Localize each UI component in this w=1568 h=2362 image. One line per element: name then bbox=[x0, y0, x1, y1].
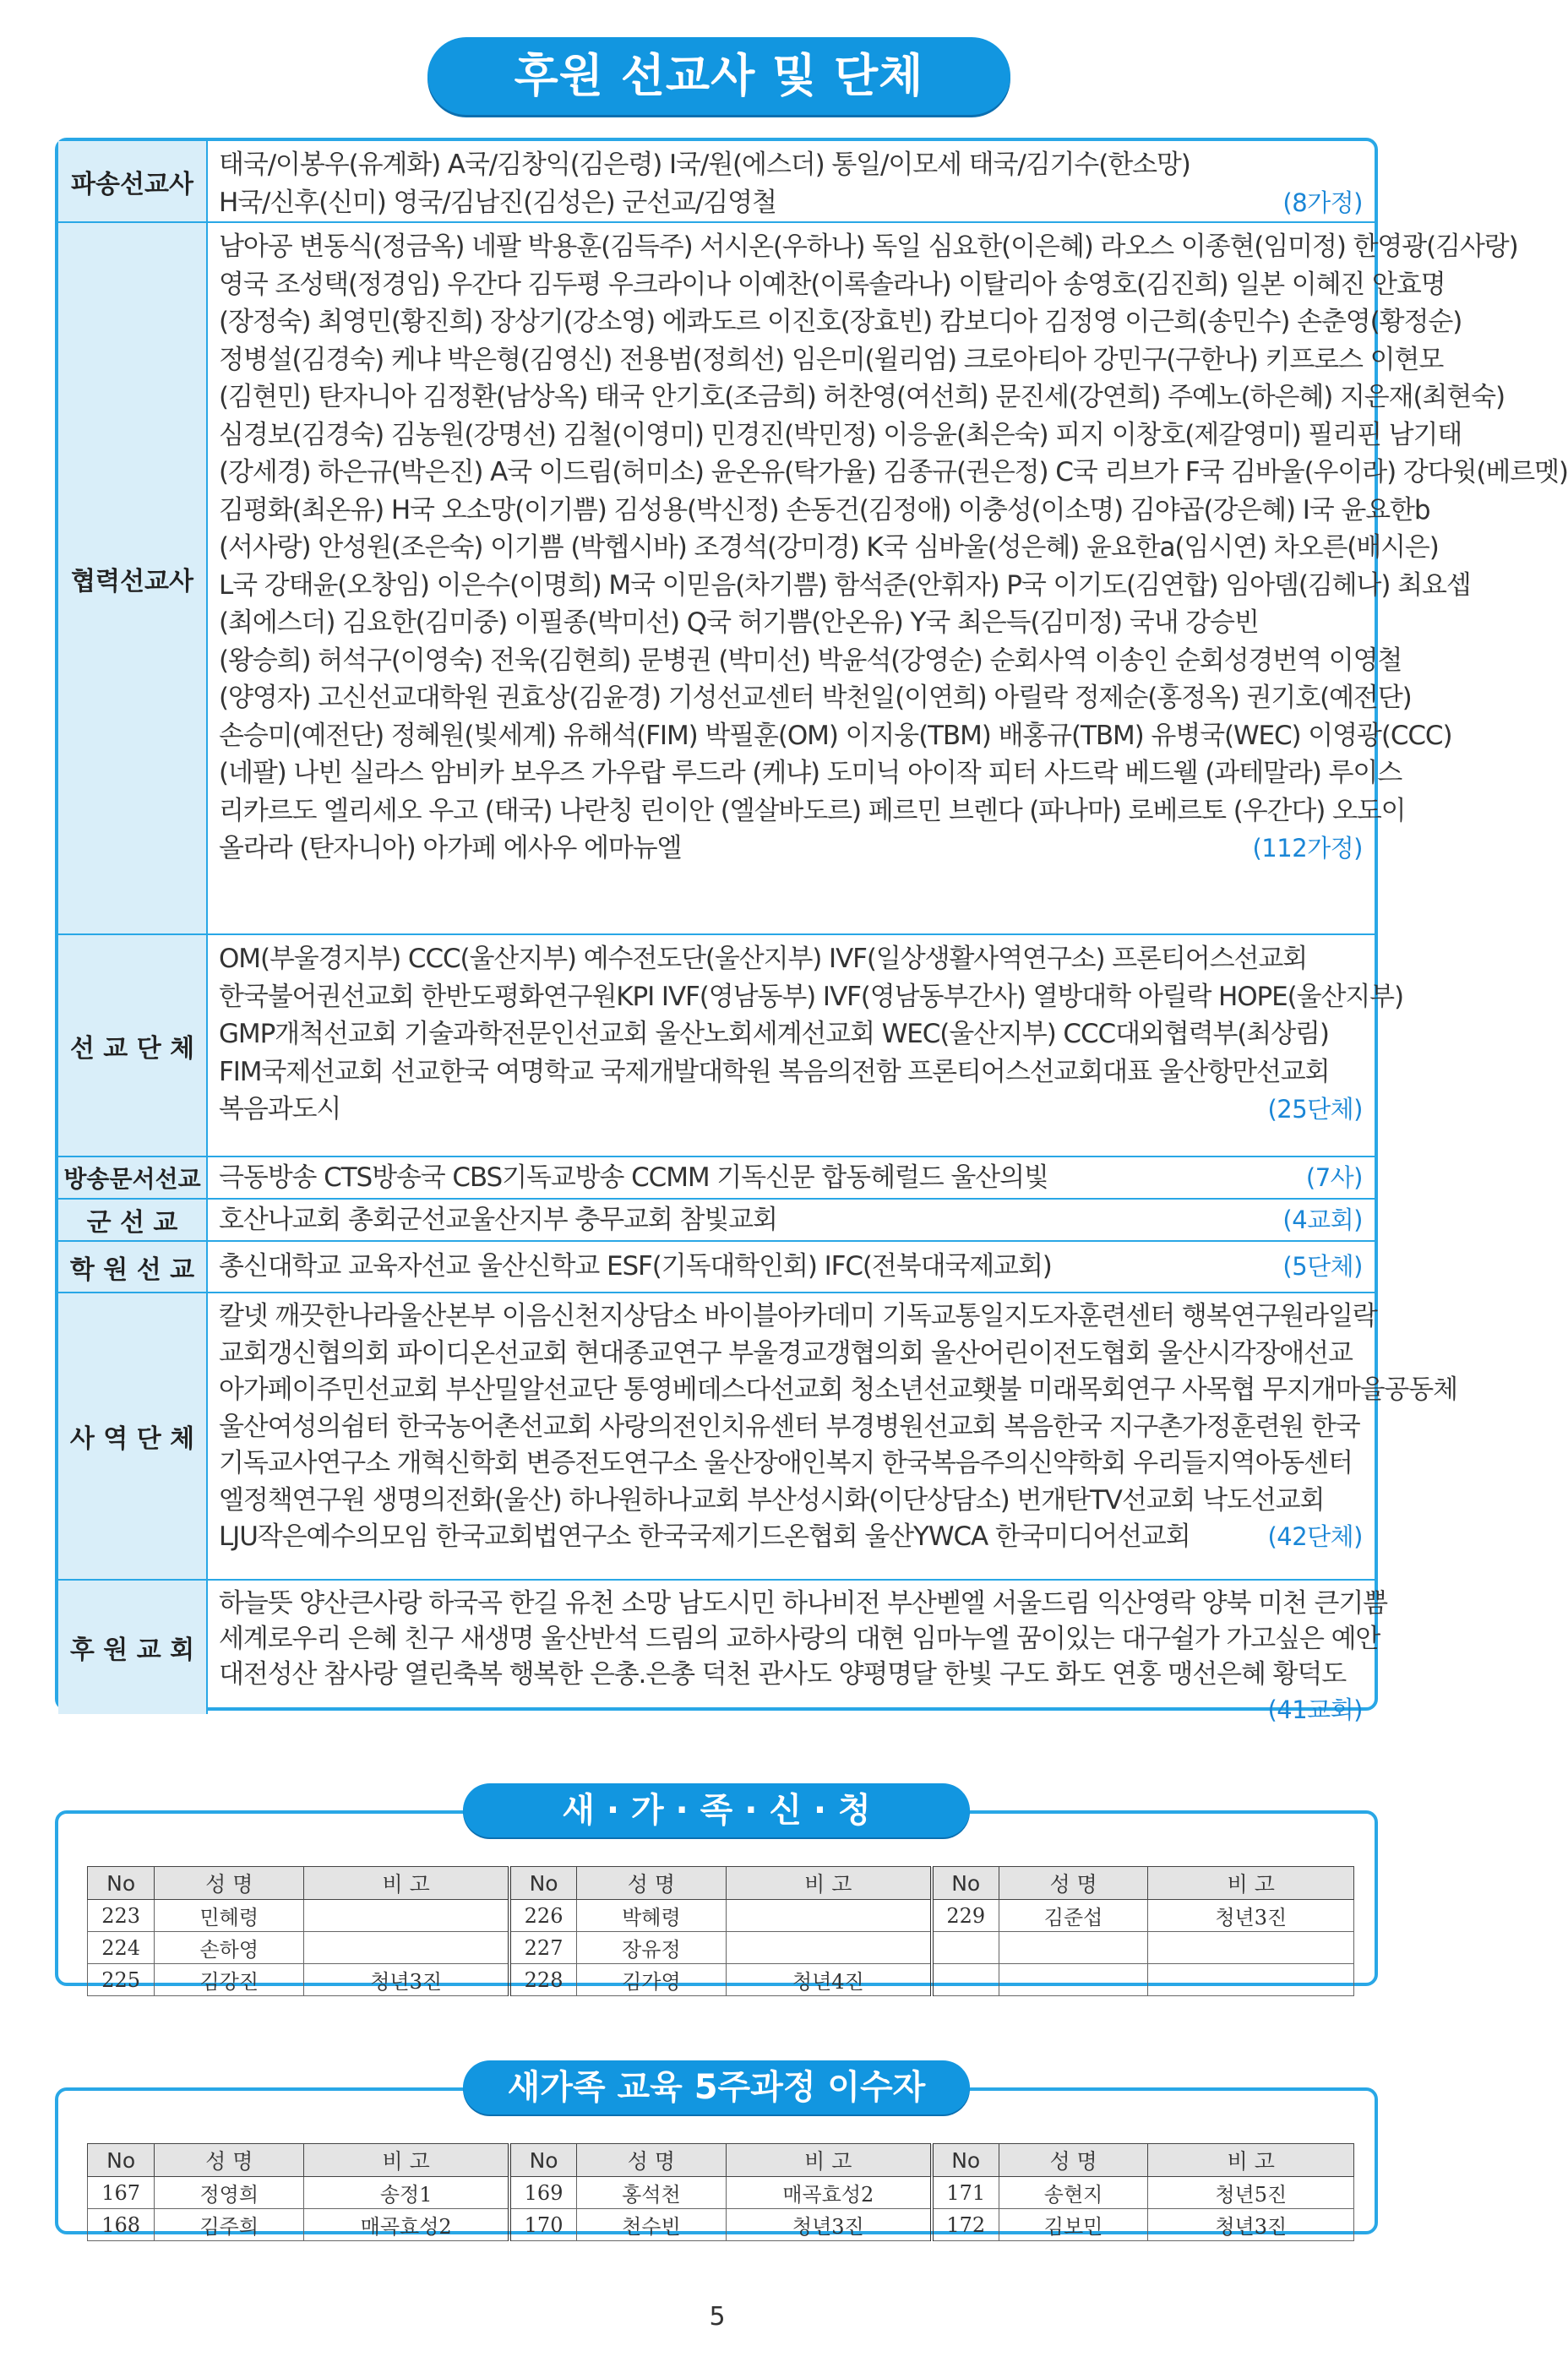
cell-note: 청년3진 bbox=[1148, 2209, 1354, 2241]
content-line: 올라라 (탄자니아) 아가페 에사우 에마뉴엘 (112가정) bbox=[219, 830, 1363, 868]
column-header: 비 고 bbox=[726, 2144, 931, 2177]
column-header: No bbox=[88, 1867, 155, 1900]
row-label: 협력선교사 bbox=[58, 223, 208, 933]
column-header: 비 고 bbox=[726, 1867, 931, 1900]
content-line: GMP개척선교회 기술과학전문인선교회 울산노회세계선교회 WEC(울산지부) CCC대외협력부(최상림) bbox=[219, 1019, 1329, 1049]
row-label: 사 역 단 체 bbox=[58, 1293, 208, 1579]
row-label: 방송문서선교 bbox=[58, 1157, 208, 1198]
row-partner-missionaries bbox=[58, 221, 1568, 933]
column-header: 성 명 bbox=[577, 1867, 727, 1900]
row-content bbox=[219, 1298, 1457, 1556]
content-line: 울산여성의쉼터 한국농어촌선교회 사랑의전인치유센터 부경병원선교회 복음한국 지구촌가정훈련원 한국 bbox=[219, 1411, 1360, 1442]
row-content: 호산나교회 총회군선교울산지부 충무교회 참빛교회 (4교회) bbox=[219, 1201, 1363, 1239]
cell-note: 송정1 bbox=[304, 2177, 509, 2209]
cell-name: 홍석천 bbox=[577, 2177, 727, 2209]
column-header: 성 명 bbox=[155, 2144, 304, 2177]
count-badge: (8가정) bbox=[1282, 188, 1363, 217]
content-line: (양영자) 고신선교대학원 권효상(김윤경) 기성선교센터 박천일(이연희) 아릴락 정제순(홍정옥) 권기호(예전단) bbox=[219, 683, 1412, 713]
cell-name bbox=[999, 1964, 1148, 1996]
cell-note: 청년5진 bbox=[1148, 2177, 1354, 2209]
table-row bbox=[88, 1900, 1354, 1932]
content-line: 남아공 변동식(정금옥) 네팔 박용훈(김득주) 서시온(우하나) 독일 심요한(이은혜) 라오스 이종현(임미정) 한영광(김사랑) bbox=[219, 231, 1518, 262]
content-line: (왕승희) 허석구(이영숙) 전욱(김현희) 문병권 (박미선) 박윤석(강영순) 순회사역 이송인 순회성경번역 이영철 bbox=[219, 645, 1402, 676]
cell-no: 171 bbox=[932, 2177, 999, 2209]
row-dispatched-missionaries bbox=[58, 141, 1375, 221]
cell-note: 청년3진 bbox=[726, 2209, 931, 2241]
row-content bbox=[219, 1586, 1388, 1728]
cell-name: 민혜령 bbox=[155, 1900, 304, 1932]
table-row bbox=[88, 2177, 1354, 2209]
cell-no bbox=[932, 1932, 999, 1964]
row-military bbox=[58, 1198, 1375, 1240]
cell-name: 김가영 bbox=[577, 1964, 727, 1996]
row-ministries bbox=[58, 1292, 1457, 1579]
content-line: L국 강태윤(오창임) 이은수(이명희) M국 이믿음(차기쁨) 함석준(안휘자) P국 이기도(김연합) 임아뎀(김헤나) 최요셉 bbox=[219, 569, 1471, 601]
content-line: FIM국제선교회 선교한국 여명학교 국제개발대학원 복음의전함 프론티어스선교회대표 울산항만선교회 bbox=[219, 1056, 1330, 1087]
table-row bbox=[88, 2209, 1354, 2241]
row-content bbox=[219, 940, 1404, 1129]
row-mission-orgs bbox=[58, 933, 1404, 1156]
column-header: 성 명 bbox=[155, 1867, 304, 1900]
cell-no: 224 bbox=[88, 1932, 155, 1964]
row-label: 파송선교사 bbox=[58, 141, 208, 221]
table-row bbox=[88, 1964, 1354, 1996]
count-badge: (42단체) bbox=[1267, 1522, 1363, 1551]
cell-name bbox=[999, 1932, 1148, 1964]
content-line: 아가페이주민선교회 부산밀알선교단 통영베데스다선교회 청소년선교횃불 미래목회연구 사목협 무지개마을공동체 bbox=[219, 1374, 1457, 1405]
row-label: 군 선 교 bbox=[58, 1200, 208, 1240]
cell-name: 박혜령 bbox=[577, 1900, 727, 1932]
content-line: 세계로우리 은혜 친구 새생명 울산반석 드림의 교하사랑의 대현 임마누엘 꿈이있는 대구쉴가 가고싶은 예안 bbox=[219, 1624, 1380, 1654]
column-header: 비 고 bbox=[304, 2144, 509, 2177]
cell-name: 손하영 bbox=[155, 1932, 304, 1964]
new-family-title: 새 · 가 · 족 · 신 · 청 bbox=[463, 1783, 970, 1837]
content-line: (최에스더) 김요한(김미중) 이필종(박미선) Q국 허기쁨(안온유) Y국 최은득(김미정) 국내 강승빈 bbox=[219, 607, 1259, 638]
cell-no: 168 bbox=[88, 2209, 155, 2241]
cell-no: 226 bbox=[509, 1900, 576, 1932]
cell-name: 김주희 bbox=[155, 2209, 304, 2241]
row-content: 극동방송 CTS방송국 CBS기독교방송 CCMM 기독신문 합동헤럴드 울산의빛 (7사) bbox=[219, 1159, 1363, 1197]
cell-no: 229 bbox=[932, 1900, 999, 1932]
cell-note bbox=[304, 1932, 509, 1964]
row-broadcast bbox=[58, 1156, 1375, 1198]
cell-name: 송현지 bbox=[999, 2177, 1148, 2209]
cell-no: 167 bbox=[88, 2177, 155, 2209]
count-badge: (112가정) bbox=[1252, 834, 1363, 863]
content-line: (강세경) 하은규(박은진) A국 이드림(허미소) 윤온유(탁가율) 김종규(권은정) C국 리브가 F국 김바울(우이라) 강다윗(베르멧) bbox=[219, 457, 1568, 487]
page-number: 5 bbox=[709, 2302, 726, 2332]
cell-note: 청년4진 bbox=[726, 1964, 931, 1996]
cell-no: 223 bbox=[88, 1900, 155, 1932]
column-header: No bbox=[932, 1867, 999, 1900]
education-title: 새가족 교육 5주과정 이수자 bbox=[463, 2060, 970, 2114]
column-header: 성 명 bbox=[999, 2144, 1148, 2177]
content-line: (김현민) 탄자니아 김정환(남상옥) 태국 안기호(조금희) 허찬영(여선희) 문진세(강연희) 주예노(하은혜) 지은재(최현숙) bbox=[219, 382, 1505, 412]
content-line: (장정숙) 최영민(황진희) 장상기(강소영) 에콰도르 이진호(장효빈) 캄보디아 김정영 이근희(송민수) 손춘영(황정순) bbox=[219, 307, 1462, 337]
cell-note bbox=[726, 1900, 931, 1932]
content-line: 김평화(최온유) H국 오소망(이기쁨) 김성용(박신정) 손동건(김정애) 이충성(이소명) 김야곱(강은혜) I국 윤요한b bbox=[219, 494, 1430, 525]
count-badge: (5단체) bbox=[1282, 1252, 1363, 1281]
column-header: 비 고 bbox=[1148, 2144, 1354, 2177]
content-line: 리카르도 엘리세오 우고 (태국) 나란칭 린이안 (엘살바도르) 페르민 브렌다 (파나마) 로베르토 (우간다) 오도이 bbox=[219, 795, 1406, 826]
count-badge: (25단체) bbox=[1267, 1095, 1363, 1124]
page-title: 후원 선교사 및 단체 bbox=[427, 37, 1010, 115]
content-line: 한국불어권선교회 한반도평화연구원KPI IVF(영남동부) IVF(영남동부간사) 열방대학 아릴락 HOPE(울산지부) bbox=[219, 981, 1404, 1012]
content-line: 심경보(김경숙) 김농원(강명선) 김철(이영미) 민경진(박민정) 이응윤(최은숙) 피지 이창호(제갈영미) 필리핀 남기태 bbox=[219, 419, 1462, 450]
cell-name: 김강진 bbox=[155, 1964, 304, 1996]
content-line: 교회갱신협의회 파이디온선교회 현대종교연구 부울경교갱협의회 울산어린이전도협회 울산시각장애선교 bbox=[219, 1337, 1353, 1369]
row-campus bbox=[58, 1240, 1375, 1292]
row-content: 태국/이봉우(유계화) A국/김창익(김은령) I국/원(에스더) 통일/이모세 태국/김기수(한소망) H국/신후(신미) 영국/김남진(김성은) 군선교/김영철 (8가정) bbox=[219, 146, 1363, 221]
table-row bbox=[88, 1932, 1354, 1964]
supporters-table bbox=[55, 138, 1568, 1724]
cell-note: 매곡효성2 bbox=[304, 2209, 509, 2241]
cell-name: 정영희 bbox=[155, 2177, 304, 2209]
cell-name: 김준섭 bbox=[999, 1900, 1148, 1932]
content-line: 복음과도시 (25단체) bbox=[219, 1091, 1363, 1129]
row-label: 학 원 선 교 bbox=[58, 1242, 208, 1292]
content-line: 기독교사연구소 개혁신학회 변증전도연구소 울산장애인복지 한국복음주의신약학회 우리들지역아동센터 bbox=[219, 1448, 1353, 1478]
count-badge: (4교회) bbox=[1282, 1205, 1363, 1234]
content-line: (네팔) 나빈 실라스 암비카 보우즈 가우랍 루드라 (케냐) 도미닉 아이작 피터 사드락 베드웰 (과테말라) 루이스 bbox=[219, 758, 1402, 788]
row-label: 선 교 단 체 bbox=[58, 935, 208, 1156]
cell-name: 천수빈 bbox=[577, 2209, 727, 2241]
content-line: 하늘뜻 양산큰사랑 하국곡 한길 유천 소망 남도시민 하나비전 부산벧엘 서울드림 익산영락 양북 미천 큰기쁨 bbox=[219, 1588, 1388, 1619]
cell-no: 227 bbox=[509, 1932, 576, 1964]
row-churches bbox=[58, 1579, 1388, 1724]
column-header: 성 명 bbox=[999, 1867, 1148, 1900]
row-content: 총신대학교 교육자선교 울산신학교 ESF(기독대학인회) IFC(전북대국제교회) (5단체) bbox=[219, 1248, 1363, 1286]
cell-no: 225 bbox=[88, 1964, 155, 1996]
cell-no: 169 bbox=[509, 2177, 576, 2209]
column-header: 비 고 bbox=[1148, 1867, 1354, 1900]
content-line: 손승미(예전단) 정혜원(빛세계) 유해석(FIM) 박필훈(OM) 이지웅(TBM) 배홍규(TBM) 유병국(WEC) 이영광(CCC) bbox=[219, 720, 1452, 751]
cell-note bbox=[1148, 1932, 1354, 1964]
cell-name: 김보민 bbox=[999, 2209, 1148, 2241]
cell-no: 228 bbox=[509, 1964, 576, 1996]
count-badge: (7사) bbox=[1305, 1163, 1363, 1192]
cell-note bbox=[304, 1900, 509, 1932]
cell-no: 170 bbox=[509, 2209, 576, 2241]
content-line: OM(부울경지부) CCC(울산지부) 예수전도단(울산지부) IVF(일상생활사역연구소) 프론티어스선교회 bbox=[219, 944, 1308, 974]
content-line: 영국 조성택(정경임) 우간다 김두평 우크라이나 이예찬(이록솔라나) 이탈리아 송영호(김진희) 일본 이혜진 안효명 bbox=[219, 269, 1446, 300]
cell-name: 장유정 bbox=[577, 1932, 727, 1964]
content-line: 엘정책연구원 생명의전화(울산) 하나원하나교회 부산성시화(이단상담소) 번개탄TV선교회 낙도선교회 bbox=[219, 1484, 1325, 1516]
column-header: 비 고 bbox=[304, 1867, 509, 1900]
cell-no bbox=[932, 1964, 999, 1996]
row-content bbox=[219, 228, 1568, 868]
column-header: 성 명 bbox=[577, 2144, 727, 2177]
cell-note: 매곡효성2 bbox=[726, 2177, 931, 2209]
cell-note bbox=[726, 1932, 931, 1964]
column-header: No bbox=[509, 2144, 576, 2177]
row-label: 후 원 교 회 bbox=[58, 1581, 208, 1714]
column-header: No bbox=[88, 2144, 155, 2177]
new-family-table bbox=[87, 1866, 1354, 1996]
column-header: No bbox=[509, 1867, 576, 1900]
education-table bbox=[87, 2143, 1354, 2241]
content-line: LJU작은예수의모임 한국교회법연구소 한국국제기드온협회 울산YWCA 한국미디어선교회 (42단체) bbox=[219, 1519, 1363, 1556]
cell-note bbox=[1148, 1964, 1354, 1996]
cell-no: 172 bbox=[932, 2209, 999, 2241]
column-header: No bbox=[932, 2144, 999, 2177]
cell-note: 청년3진 bbox=[304, 1964, 509, 1996]
cell-note: 청년3진 bbox=[1148, 1900, 1354, 1932]
content-line: 대전성산 참사랑 열린축복 행복한 은총.은총 덕천 관사도 양평명달 한빛 구도 화도 연홍 맹선은혜 황덕도 (41교회) bbox=[219, 1657, 1363, 1692]
count-badge: (41교회) bbox=[1267, 1695, 1363, 1724]
content-line: 정병설(김경숙) 케냐 박은형(김영신) 전용범(정희선) 임은미(윌리엄) 크로아티아 강민구(구한나) 키프로스 이현모 bbox=[219, 344, 1444, 375]
content-line: 칼넷 깨끗한나라울산본부 이음신천지상담소 바이블아카데미 기독교통일지도자훈련센터 행복연구원라일락 bbox=[219, 1301, 1377, 1331]
content-line: (서사랑) 안성원(조은숙) 이기쁨 (박헵시바) 조경석(강미경) K국 심바울(성은혜) 윤요한a(임시연) 차오른(배시은) bbox=[219, 532, 1439, 563]
